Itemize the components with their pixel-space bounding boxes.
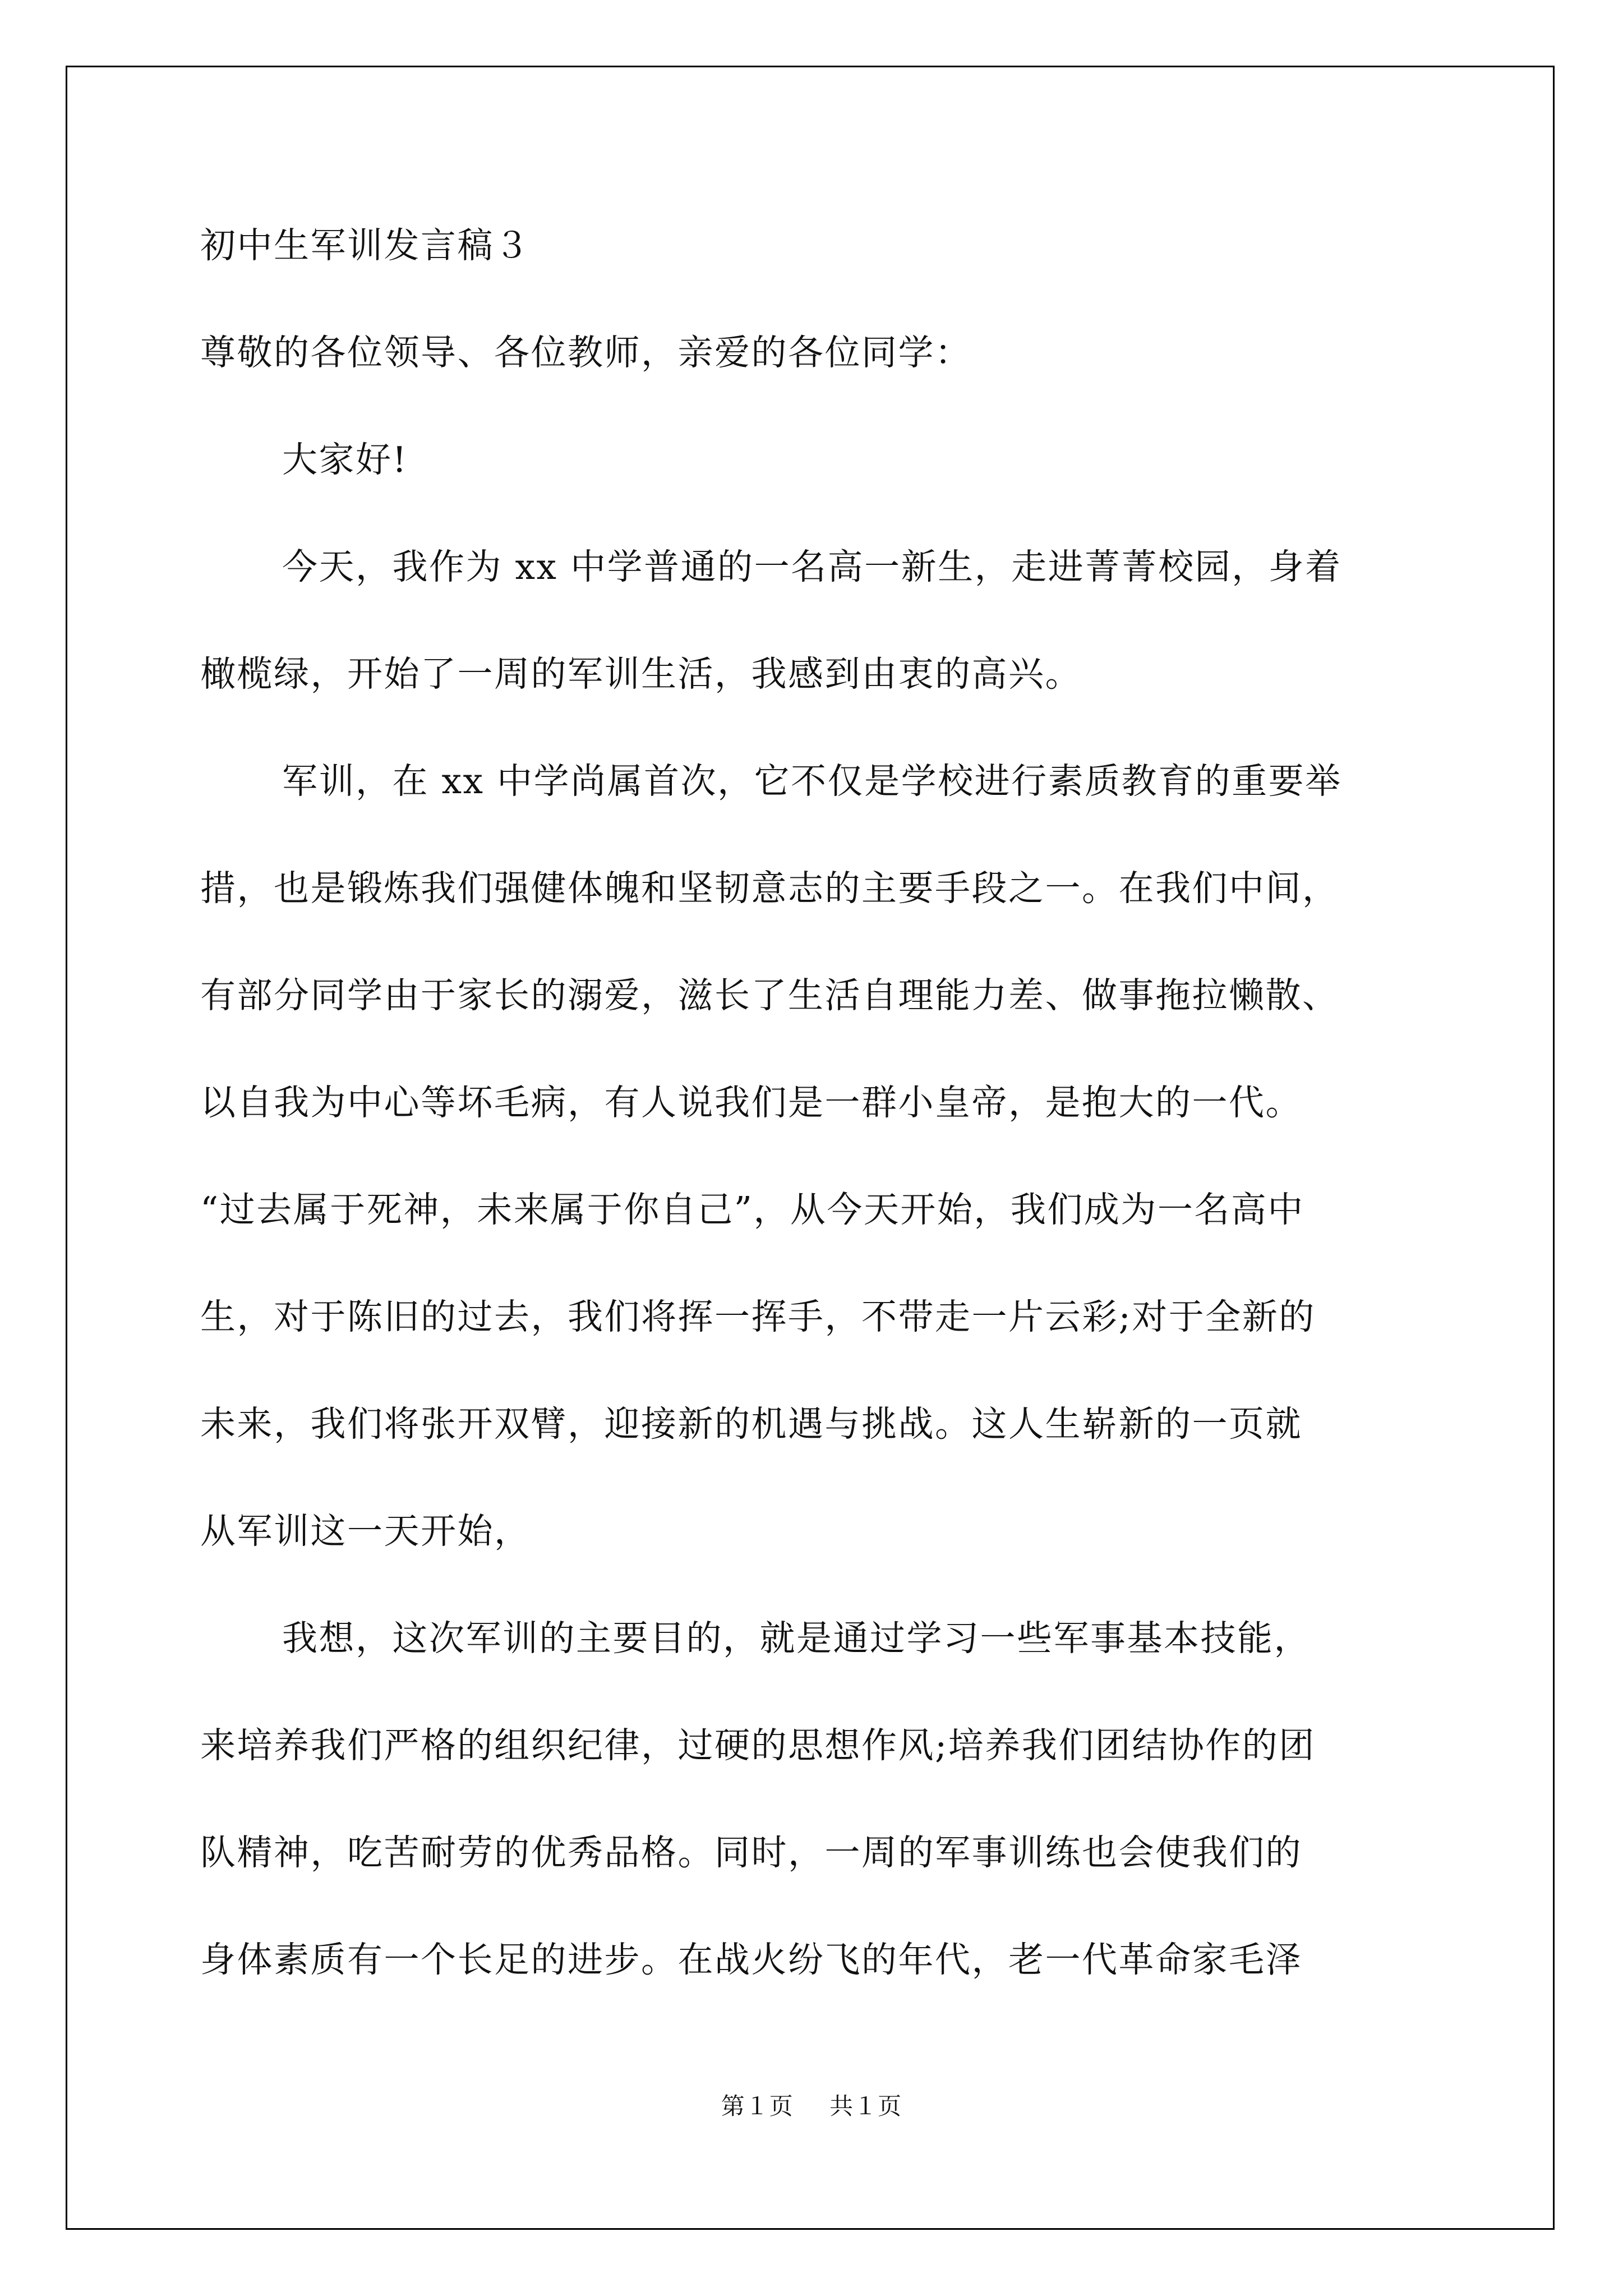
paragraph-line: 今天，我作为 xx 中学普通的一名高一新生，走进菁菁校园，身着 xyxy=(282,546,1342,587)
paragraph-line: 从军训这一天开始， xyxy=(200,1511,531,1552)
paragraph xyxy=(200,546,1428,696)
document-title: 初中生军训发言稿３ xyxy=(200,225,531,266)
paragraph-line: 未来，我们将张开双臂，迎接新的机遇与挑战。这人生崭新的一页就 xyxy=(200,1404,1302,1444)
paragraph-line: 队精神，吃苦耐劳的优秀品格。同时，一周的军事训练也会使我们的 xyxy=(200,1832,1302,1873)
paragraph-line: 有部分同学由于家长的溺爱，滋长了生活自理能力差、做事拖拉懒散、 xyxy=(200,975,1339,1016)
paragraph-line: 军训，在 xx 中学尚属首次，它不仅是学校进行素质教育的重要举 xyxy=(282,761,1342,802)
page-footer xyxy=(0,2092,1623,2120)
page-total: 共１页 xyxy=(829,2092,902,2120)
page-number: 第１页 xyxy=(721,2092,794,2120)
paragraph xyxy=(200,760,1428,1553)
greeting: 大家好! xyxy=(282,439,408,480)
paragraph-line: 生，对于陈旧的过去，我们将挥一挥手，不带走一片云彩;对于全新的 xyxy=(200,1296,1316,1337)
paragraph-line: 来培养我们严格的组织纪律，过硬的思想作风;培养我们团结协作的团 xyxy=(200,1725,1316,1766)
document-body xyxy=(200,224,1428,1981)
paragraph-line: 措，也是锻炼我们强健体魄和坚韧意志的主要手段之一。在我们中间， xyxy=(200,868,1339,909)
paragraph-line: 我想，这次军训的主要目的，就是通过学习一些军事基本技能， xyxy=(282,1618,1311,1659)
paragraph-line: 身体素质有一个长足的进步。在战火纷飞的年代，老一代革命家毛泽 xyxy=(200,1939,1302,1980)
paragraph xyxy=(200,1617,1428,1981)
paragraph-line: 橄榄绿，开始了一周的军训生活，我感到由衷的高兴。 xyxy=(200,654,1082,694)
salutation: 尊敬的各位领导、各位教师，亲爱的各位同学： xyxy=(200,332,972,373)
paragraph-line: 以自我为中心等坏毛病，有人说我们是一群小皇帝，是抱大的一代。 xyxy=(200,1082,1302,1123)
paragraph-line: “过去属于死神，未来属于你自己”，从今天开始，我们成为一名高中 xyxy=(200,1189,1304,1230)
